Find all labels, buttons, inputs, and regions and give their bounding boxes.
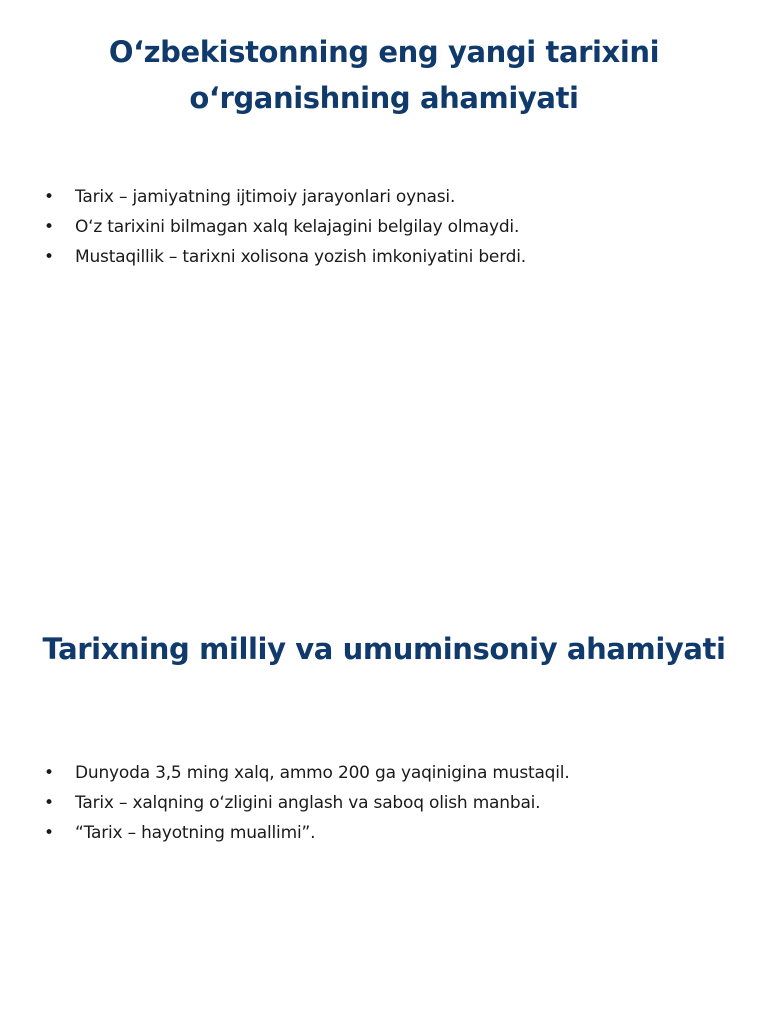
bullet-item <box>44 788 724 818</box>
bullet-text: “Tarix – hayotning muallimi”. <box>75 823 316 843</box>
bullet-item <box>44 818 724 848</box>
bullet-text: Tarix – jamiyatning ijtimoiy jarayonlari oynasi. <box>75 187 456 207</box>
bullet-item <box>44 242 724 272</box>
bullet-text: Dunyoda 3,5 ming xalq, ammo 200 ga yaqinigina mustaqil. <box>75 763 570 783</box>
slide-title <box>40 29 728 121</box>
bullet-icon: • <box>44 217 54 237</box>
bullet-text: O‘z tarixini bilmagan xalq kelajagini belgilay olmaydi. <box>75 217 520 237</box>
bullet-icon: • <box>44 763 54 783</box>
bullet-icon: • <box>44 247 54 267</box>
bullet-item <box>44 182 724 212</box>
title-line-2: o‘rganishning ahamiyati <box>189 81 579 115</box>
slide-title <box>40 626 728 672</box>
title-line-1: O‘zbekistonning eng yangi tarixini <box>108 35 660 69</box>
bullet-item <box>44 758 724 788</box>
bullet-text: Mustaqillik – tarixni xolisona yozish imkoniyatini berdi. <box>75 247 527 267</box>
bullet-list <box>44 758 724 848</box>
bullet-list <box>44 182 724 272</box>
bullet-icon: • <box>44 793 54 813</box>
slide-2 <box>0 512 768 1024</box>
bullet-item <box>44 212 724 242</box>
title-line-1: Tarixning milliy va umuminsoniy ahamiyati <box>42 632 726 666</box>
bullet-icon: • <box>44 187 54 207</box>
bullet-text: Tarix – xalqning o‘zligini anglash va saboq olish manbai. <box>75 793 541 813</box>
bullet-icon: • <box>44 823 54 843</box>
